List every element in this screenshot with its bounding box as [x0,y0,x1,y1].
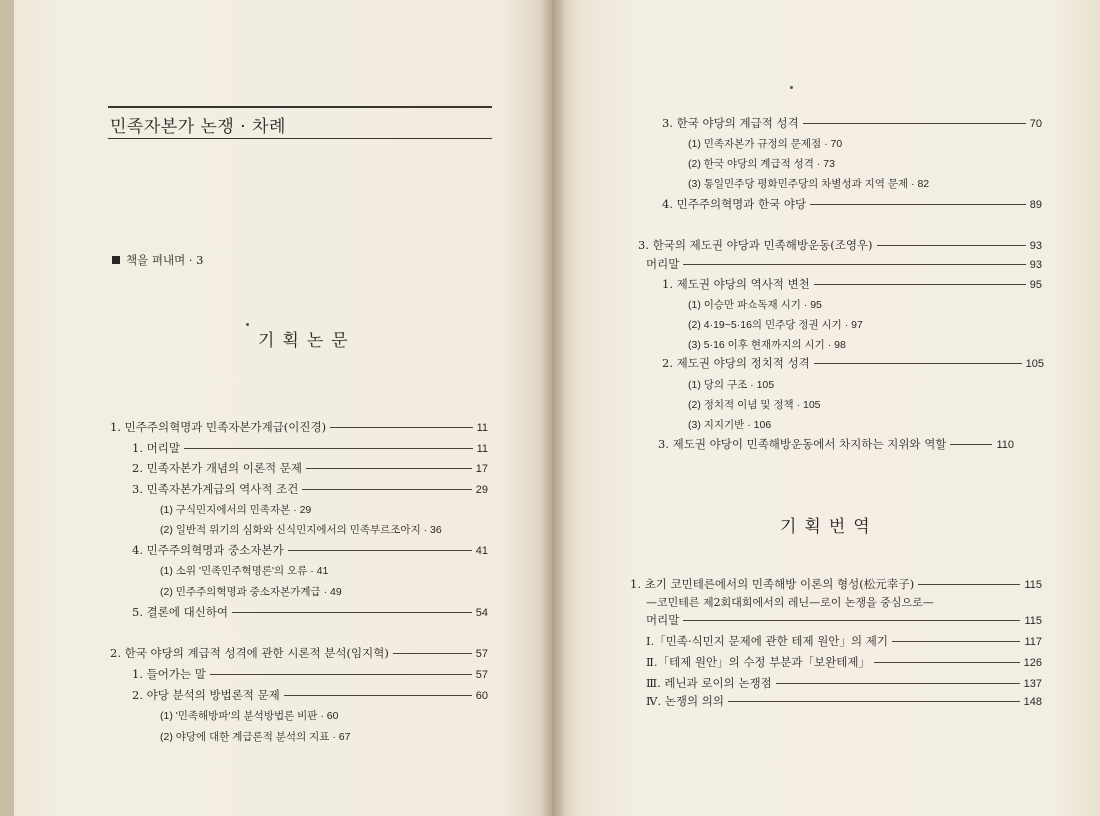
right-page [552,0,1100,816]
toc-subentry: (2) 야당에 대한 계급론적 분석의 지표 · 67 [160,731,351,743]
print-speck [246,323,249,326]
toc-entry: 머리말 115 [646,613,1042,627]
toc-entry: 1. 들어가는 말 57 [132,667,488,681]
section-heading-articles: 기획논문 [258,331,356,351]
toc-entry: 2. 야당 분석의 방법론적 문제 60 [132,688,488,702]
toc-entry: 3. 한국의 제도권 야당과 민족해방운동(조영우) 93 [638,238,1042,252]
toc-entry: 1. 민주주의혁명과 민족자본가계급(이진경) 11 [110,420,488,434]
toc-entry: 4. 민주주의혁명과 중소자본가 41 [132,543,488,557]
toc-subentry: (1) 구식민지에서의 민족자본 · 29 [160,504,312,516]
preface-text: 책을 펴내며 · 3 [126,253,204,267]
toc-subentry: (1) 소위 '민족민주혁명론'의 오류 · 41 [160,565,329,577]
toc-subtitle: —코민테른 제2회대회에서의 레닌—로이 논쟁을 중심으로— [646,596,934,609]
toc-subentry: (2) 정치적 이념 및 정책 · 105 [688,399,821,411]
toc-entry: 3. 한국 야당의 계급적 성격 70 [662,116,1042,130]
book-gutter [540,0,566,816]
toc-entry: Ⅰ.「민족·식민지 문제에 관한 테제 원안」의 제기 117 [646,634,1042,648]
toc-title: 민족자본가 논쟁 · 차례 [110,117,286,137]
toc-entry: 3. 제도권 야당이 민족해방운동에서 차지하는 지위와 역할 110 [658,437,1014,451]
toc-subentry: (2) 한국 야당의 계급적 성격 · 73 [688,158,835,170]
toc-entry: 2. 제도권 야당의 정치적 성격 105 [662,356,1044,370]
toc-entry: 5. 결론에 대신하여 54 [132,605,488,619]
toc-subentry: (1) '민족해방파'의 분석방법론 비판 · 60 [160,710,339,722]
toc-subentry: (2) 민주주의혁명과 중소자본가계급 · 49 [160,586,342,598]
toc-subentry: (2) 4·19~5·16의 민주당 정권 시기 · 97 [688,319,863,331]
toc-entry: 3. 민족자본가계급의 역사적 조건 29 [132,482,488,496]
toc-entry: 2. 한국 야당의 계급적 성격에 관한 시론적 분석(임지혁) 57 [110,646,488,660]
toc-subentry: (2) 일반적 위기의 심화와 신식민지에서의 민족부르조아지 · 36 [160,524,442,536]
toc-entry: Ⅱ.「테제 원안」의 수정 부분과「보완테제」 126 [646,655,1042,669]
section-heading-translations: 기획번역 [780,517,878,537]
toc-entry: Ⅳ. 논쟁의 의의 148 [646,694,1042,708]
toc-subentry: (3) 지지기반 · 106 [688,419,772,431]
page-edge [0,0,14,816]
toc-subentry: (3) 5·16 이후 현재까지의 시기 · 98 [688,339,846,351]
toc-entry: 2. 민족자본가 개념의 이론적 문제 17 [132,461,488,475]
print-speck [790,86,793,89]
toc-entry: 1. 머리말 11 [132,441,488,455]
square-bullet-icon [112,256,120,264]
toc-subentry: (3) 통일민주당 평화민주당의 차별성과 지역 문제 · 82 [688,178,930,190]
toc-entry: 1. 초기 코민테른에서의 민족해방 이론의 형성(松元幸子) 115 [630,577,1042,591]
toc-subentry: (1) 이승만 파쇼독재 시기 · 95 [688,299,822,311]
toc-subentry: (1) 민족자본가 규정의 문제점 · 70 [688,138,843,150]
toc-subentry: (1) 당의 구조 · 105 [688,379,775,391]
preface-line [112,252,203,268]
toc-entry: Ⅲ. 레닌과 로이의 논쟁점 137 [646,676,1042,690]
toc-entry: 1. 제도권 야당의 역사적 변천 95 [662,277,1042,291]
toc-entry: 머리말 93 [646,257,1042,271]
toc-title-block [108,106,492,139]
toc-entry: 4. 민주주의혁명과 한국 야당 89 [662,197,1042,211]
